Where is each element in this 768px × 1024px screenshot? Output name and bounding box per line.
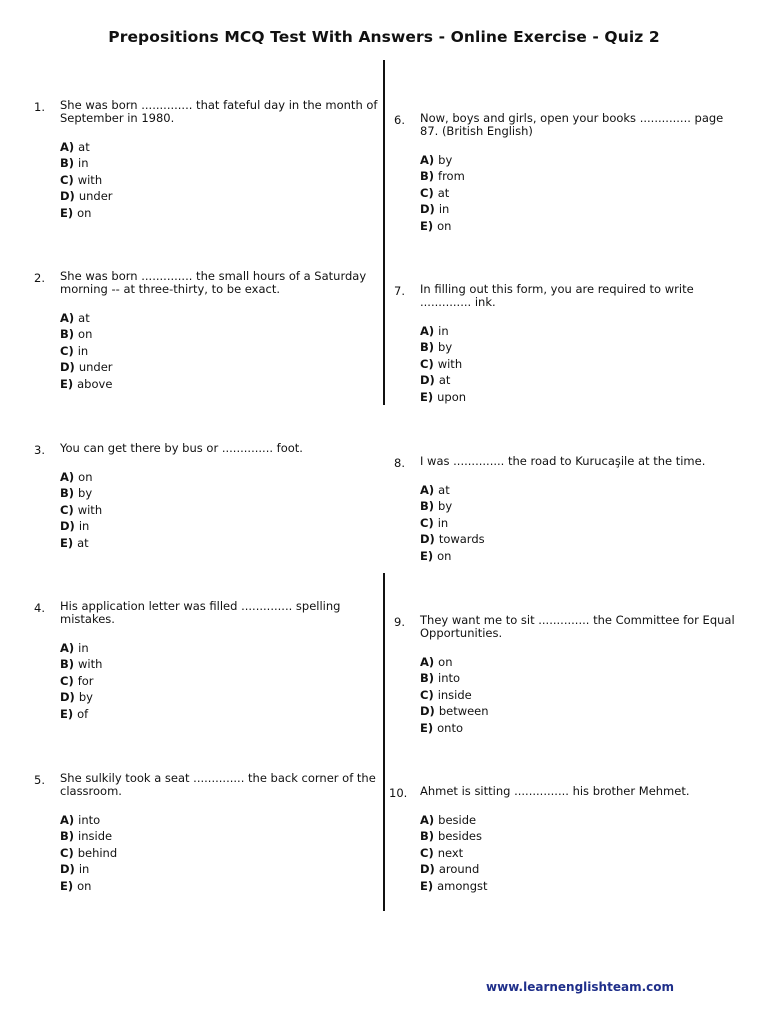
option-letter: D) — [420, 373, 435, 388]
option-b[interactable] — [420, 670, 740, 686]
option-b[interactable] — [60, 155, 380, 171]
option-e[interactable] — [420, 720, 740, 736]
option-letter: C) — [420, 845, 434, 860]
option-e[interactable] — [420, 878, 740, 894]
option-letter: A) — [60, 470, 75, 484]
option-letter: A) — [60, 311, 75, 325]
option-text: with — [78, 657, 103, 672]
option-letter: A) — [420, 324, 435, 338]
option-text: beside — [438, 813, 477, 827]
option-d[interactable] — [60, 861, 380, 877]
option-letter: D) — [420, 202, 435, 217]
option-list — [420, 482, 740, 564]
option-letter: C) — [420, 687, 434, 702]
question-number: 2. — [34, 271, 45, 285]
question-8 — [394, 454, 740, 564]
option-letter: B) — [60, 829, 75, 844]
option-text: above — [77, 376, 113, 391]
option-a[interactable] — [60, 640, 380, 656]
option-letter: A) — [420, 813, 435, 827]
option-letter: B) — [60, 657, 75, 672]
option-a[interactable] — [420, 152, 740, 168]
option-text: under — [78, 189, 113, 204]
option-text: on — [77, 205, 92, 220]
question-number: 1. — [34, 100, 45, 114]
option-letter: A) — [420, 483, 435, 497]
question-3 — [34, 441, 380, 551]
question-9 — [394, 613, 740, 736]
option-list — [420, 152, 740, 234]
option-list — [420, 323, 740, 405]
option-text: at — [78, 311, 90, 325]
option-text: upon — [437, 389, 467, 404]
option-letter: D) — [60, 360, 75, 375]
option-d[interactable] — [60, 359, 380, 375]
option-d[interactable] — [420, 372, 740, 388]
option-letter: C) — [420, 356, 434, 371]
footer-link[interactable]: www.learnenglishteam.com — [486, 980, 674, 994]
question-text: She was born .............. the small hours of a Saturday morning -- at three-thirty, to be exact. — [60, 269, 367, 296]
question-number: 7. — [394, 284, 405, 298]
option-letter: C) — [60, 172, 74, 187]
option-c[interactable] — [420, 845, 740, 861]
option-text: in — [78, 862, 90, 877]
option-c[interactable] — [420, 185, 740, 201]
option-letter: B) — [420, 169, 435, 184]
option-list — [420, 654, 740, 736]
option-letter: A) — [60, 641, 75, 655]
option-a[interactable] — [60, 812, 380, 828]
option-e[interactable] — [60, 706, 380, 722]
option-text: between — [438, 704, 489, 719]
question-number: 8. — [394, 456, 405, 470]
option-letter: B) — [420, 499, 435, 514]
option-text: in — [437, 515, 449, 530]
option-list — [60, 812, 380, 894]
option-text: on — [437, 218, 452, 233]
question-number: 5. — [34, 773, 45, 787]
option-text: by — [438, 499, 453, 514]
option-c[interactable] — [60, 845, 380, 861]
question-text: She sulkily took a seat .............. the back corner of the classroom. — [60, 771, 376, 798]
option-a[interactable] — [60, 310, 380, 326]
question-number: 9. — [394, 615, 405, 629]
option-text: in — [438, 202, 450, 217]
option-text: by — [78, 690, 93, 705]
page-title: Prepositions MCQ Test With Answers - Online Exercise - Quiz 2 — [108, 28, 660, 46]
option-letter: D) — [420, 532, 435, 547]
option-letter: C) — [60, 502, 74, 517]
option-text: at — [437, 185, 450, 200]
option-letter: A) — [60, 140, 75, 154]
question-2 — [34, 269, 380, 392]
option-e[interactable] — [60, 535, 380, 551]
option-list — [60, 139, 380, 221]
option-letter: B) — [60, 486, 75, 501]
column-divider-bottom — [383, 573, 385, 911]
option-list — [60, 469, 380, 551]
option-c[interactable] — [60, 343, 380, 359]
option-text: inside — [437, 687, 472, 702]
option-b[interactable] — [420, 498, 740, 514]
option-letter: E) — [60, 376, 74, 391]
option-text: on — [77, 878, 92, 893]
question-1 — [34, 98, 380, 221]
option-text: in — [438, 324, 449, 338]
option-text: by — [78, 486, 93, 501]
option-b[interactable] — [420, 828, 740, 844]
option-b[interactable] — [420, 168, 740, 184]
question-7 — [394, 282, 740, 405]
option-text: in — [78, 641, 89, 655]
option-a[interactable] — [60, 139, 380, 155]
option-text: around — [438, 862, 480, 877]
option-text: under — [78, 360, 113, 375]
option-text: from — [438, 169, 465, 184]
option-letter: E) — [60, 535, 74, 550]
option-d[interactable] — [420, 201, 740, 217]
option-b[interactable] — [420, 339, 740, 355]
option-text: in — [78, 156, 89, 171]
option-c[interactable] — [60, 172, 380, 188]
question-text: They want me to sit .............. the Committee for Equal Opportunities. — [420, 613, 735, 640]
option-text: inside — [78, 829, 113, 844]
option-letter: B) — [60, 156, 75, 171]
option-e[interactable] — [420, 389, 740, 405]
option-text: at — [77, 535, 89, 550]
question-text: In filling out this form, you are required to write .............. ink. — [420, 282, 694, 309]
option-c[interactable] — [420, 515, 740, 531]
option-e[interactable] — [60, 205, 380, 221]
option-text: behind — [77, 845, 118, 860]
option-a[interactable] — [420, 323, 740, 339]
option-letter: C) — [60, 845, 74, 860]
option-letter: D) — [420, 704, 435, 719]
option-c[interactable] — [60, 502, 380, 518]
option-text: besides — [438, 829, 482, 844]
option-d[interactable] — [60, 188, 380, 204]
question-text: You can get there by bus or .............. foot. — [60, 441, 303, 455]
option-list — [420, 812, 740, 894]
option-letter: E) — [420, 218, 434, 233]
option-b[interactable] — [60, 485, 380, 501]
option-text: at — [438, 483, 450, 497]
option-e[interactable] — [420, 218, 740, 234]
option-letter: B) — [60, 327, 75, 342]
option-letter: C) — [60, 673, 74, 688]
option-list — [60, 640, 380, 722]
option-letter: B) — [420, 829, 435, 844]
option-letter: E) — [420, 720, 434, 735]
option-a[interactable] — [60, 469, 380, 485]
option-a[interactable] — [420, 482, 740, 498]
option-c[interactable] — [60, 673, 380, 689]
option-d[interactable] — [420, 703, 740, 719]
option-letter: E) — [420, 878, 434, 893]
option-letter: E) — [420, 548, 434, 563]
option-letter: C) — [60, 343, 74, 358]
option-text: with — [77, 172, 103, 187]
option-text: into — [438, 671, 461, 686]
option-letter: B) — [420, 671, 435, 686]
option-text: onto — [437, 720, 463, 735]
option-a[interactable] — [420, 654, 740, 670]
option-text: by — [438, 340, 453, 355]
option-d[interactable] — [60, 689, 380, 705]
question-4 — [34, 599, 380, 722]
option-letter: C) — [420, 515, 434, 530]
option-letter: E) — [60, 878, 74, 893]
option-letter: E) — [60, 706, 74, 721]
option-b[interactable] — [60, 326, 380, 342]
option-a[interactable] — [420, 812, 740, 828]
option-text: on — [437, 548, 452, 563]
question-number: 10. — [389, 786, 408, 800]
option-b[interactable] — [60, 656, 380, 672]
option-letter: D) — [420, 862, 435, 877]
option-letter: C) — [420, 185, 434, 200]
option-text: in — [78, 519, 90, 534]
option-letter: E) — [420, 389, 434, 404]
option-text: at — [438, 373, 451, 388]
option-e[interactable] — [60, 376, 380, 392]
question-number: 4. — [34, 601, 45, 615]
question-10 — [389, 784, 740, 894]
question-text: I was .............. the road to Kurucaşile at the time. — [420, 454, 706, 468]
option-letter: B) — [420, 340, 435, 355]
option-d[interactable] — [420, 861, 740, 877]
option-letter: E) — [60, 205, 74, 220]
question-text: Now, boys and girls, open your books .............. page 87. (British English) — [420, 111, 724, 138]
question-5 — [34, 771, 380, 894]
option-letter: A) — [60, 813, 75, 827]
column-divider-top — [383, 60, 385, 405]
option-c[interactable] — [420, 687, 740, 703]
option-e[interactable] — [420, 548, 740, 564]
option-letter: D) — [60, 519, 75, 534]
option-d[interactable] — [420, 531, 740, 547]
option-text: with — [77, 502, 103, 517]
question-text: His application letter was filled .............. spelling mistakes. — [60, 599, 341, 626]
option-d[interactable] — [60, 518, 380, 534]
question-6 — [394, 111, 740, 234]
option-text: on — [78, 327, 93, 342]
option-text: by — [438, 153, 453, 167]
option-text: into — [78, 813, 101, 827]
option-text: of — [77, 706, 89, 721]
question-text: Ahmet is sitting ............... his brother Mehmet. — [420, 784, 690, 798]
option-e[interactable] — [60, 878, 380, 894]
option-letter: D) — [60, 862, 75, 877]
question-number: 3. — [34, 443, 45, 457]
option-letter: D) — [60, 690, 75, 705]
option-letter: A) — [420, 655, 435, 669]
option-text: on — [78, 470, 93, 484]
option-text: for — [77, 673, 94, 688]
question-number: 6. — [394, 113, 405, 127]
option-list — [60, 310, 380, 392]
option-c[interactable] — [420, 356, 740, 372]
option-text: towards — [438, 532, 485, 547]
option-text: at — [78, 140, 90, 154]
option-text: in — [77, 343, 89, 358]
option-letter: A) — [420, 153, 435, 167]
option-letter: D) — [60, 189, 75, 204]
option-text: amongst — [437, 878, 488, 893]
question-text: She was born .............. that fateful day in the month of September in 1980. — [60, 98, 378, 125]
option-b[interactable] — [60, 828, 380, 844]
option-text: next — [437, 845, 464, 860]
option-text: on — [438, 655, 453, 669]
option-text: with — [437, 356, 463, 371]
